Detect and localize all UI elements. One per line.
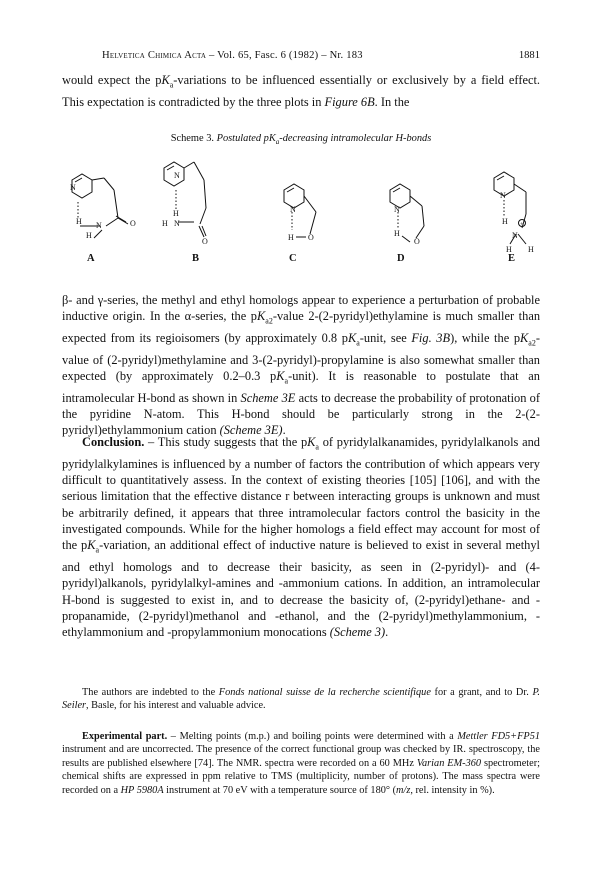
svg-text:N: N bbox=[290, 205, 296, 214]
structure-labels bbox=[62, 253, 540, 267]
svg-text:N: N bbox=[70, 183, 76, 192]
paragraph-series: β- and γ-series, the methyl and ethyl homologs appear to experience a perturbation of probable inductive origin. In the α-series, the $pK_{a2}$-value 2-(2-pyridyl)ethylamine is much smaller than expected from its regioisomers (by approximately 0.8 $pK_a$-unit, see Fig. 3B), while the $pK_{a2}$-value of (2-pyridyl)methylamine and 3-(2-pyridyl)-propylamine is also somewhat smaller than expected (by approximately 0.2–0.3 $pK_a-unit$). It is reasonable to postulate that an intramolecular H-bond as shown in Scheme 3E acts to decrease the probability of protonation of the pyridine N-atom. This H-bond should be particularly strong in the 2-(2-pyridyl)ethylammonium cation (Scheme 3E). bbox=[62, 293, 541, 438]
structure-c bbox=[284, 184, 316, 237]
label-c: C bbox=[289, 253, 297, 264]
svg-text:O: O bbox=[308, 233, 314, 242]
svg-text:N: N bbox=[500, 191, 506, 200]
experimental-section: Experimental part. – Melting points (m.p.) and boiling points were determined with a Mettler FD5+FP51 instrument and are uncorrected. The presence of the correct functional group was checked by IR. spectroscopy, the results are published elsewhere [74]. The NMR. spectra were recorded on a 60 MHz Varian EM-360 spectrometer; chemical shifts are expressed in ppm relative to TMS (multiplicity, number of protons). The mass spectra were recorded on a HP 5980A instrument at 70 eV with a temperature source of 180° (m/z, rel. intensity in %). bbox=[62, 731, 540, 796]
svg-text:H: H bbox=[173, 209, 179, 218]
structure-b bbox=[164, 162, 206, 237]
svg-text:H: H bbox=[528, 245, 534, 252]
acknowledgement: The authors are indebted to the Fonds national suisse de la recherche scientifique for a grant, and to Dr. P. Seiler, Basle, for his interest and valuable advice. bbox=[62, 687, 540, 712]
running-header bbox=[62, 50, 540, 66]
label-b: B bbox=[192, 253, 200, 264]
svg-text:N: N bbox=[96, 221, 102, 230]
svg-text:H: H bbox=[76, 217, 82, 226]
svg-text:O: O bbox=[202, 237, 208, 246]
scheme-caption: Scheme 3. Postulated $pK_a$-decreasing intramolecular H-bonds bbox=[170, 133, 432, 147]
page-number: 1881 bbox=[518, 50, 540, 61]
svg-text:H: H bbox=[502, 217, 508, 226]
conclusion-heading: Conclusion. bbox=[82, 435, 145, 449]
label-e: E bbox=[508, 253, 516, 264]
svg-text:+: + bbox=[520, 222, 524, 228]
structure-e bbox=[494, 172, 526, 244]
svg-text:O: O bbox=[414, 237, 420, 246]
label-d: D bbox=[397, 253, 405, 264]
chemical-structures-figure bbox=[62, 152, 540, 252]
svg-text:N: N bbox=[512, 231, 518, 240]
paragraph-intro: would expect the $pK_a$-variations to be influenced essentially or exclusively by a field effect. This expectation is contradicted by the three plots in Figure 6B. In the bbox=[62, 73, 541, 109]
svg-text:O: O bbox=[130, 219, 136, 228]
svg-text:N: N bbox=[174, 171, 180, 180]
paragraph-conclusion: Conclusion. – This study suggests that the $pK_a$ of pyridylalkanamides, pyridylalkanols and pyridylalkylamines is influenced by a number of factors the contribution of which appears very difficult to quantitatively assess. In the context of existing theories [105] [106], and with the serious limitation that the effective distance r between interacting groups is unknown and must be arbitrarily defined, it appears that three intramolecular factors control the basicity in the investigated compounds. While for the higher homologs a field effect may account for most of the $pK_a$-variation, an additional effect of inductive nature is believed to exist in several methyl and ethyl homologs and to decrease their basicity, as seen in (2-pyridyl)- and (4-pyridyl)alkanols, pyridylalkyl-amines and -ammonium cations. In addition, an intramolecular H-bond is suggested to exist in, and to decrease the basicity of, (2-pyridyl)ethane- and -propanamide, (2-pyridyl)methanol and -ethanol, and the (2-pyridyl)methylammonium, -ethylammonium and -propylammonium monocations (Scheme 3). bbox=[62, 435, 540, 640]
svg-text:H: H bbox=[394, 229, 400, 238]
svg-text:H: H bbox=[86, 231, 92, 240]
experimental-heading: Experimental part. bbox=[82, 731, 168, 742]
journal-citation: Helvetica Chimica Acta – Vol. 65, Fasc. 6 (1982) – Nr. 183 bbox=[102, 50, 363, 61]
svg-text:N: N bbox=[394, 205, 400, 214]
svg-text:H: H bbox=[288, 233, 294, 242]
svg-text:N: N bbox=[174, 219, 180, 228]
label-a: A bbox=[87, 253, 95, 264]
svg-text:H: H bbox=[162, 219, 168, 228]
svg-text:H: H bbox=[506, 245, 512, 252]
